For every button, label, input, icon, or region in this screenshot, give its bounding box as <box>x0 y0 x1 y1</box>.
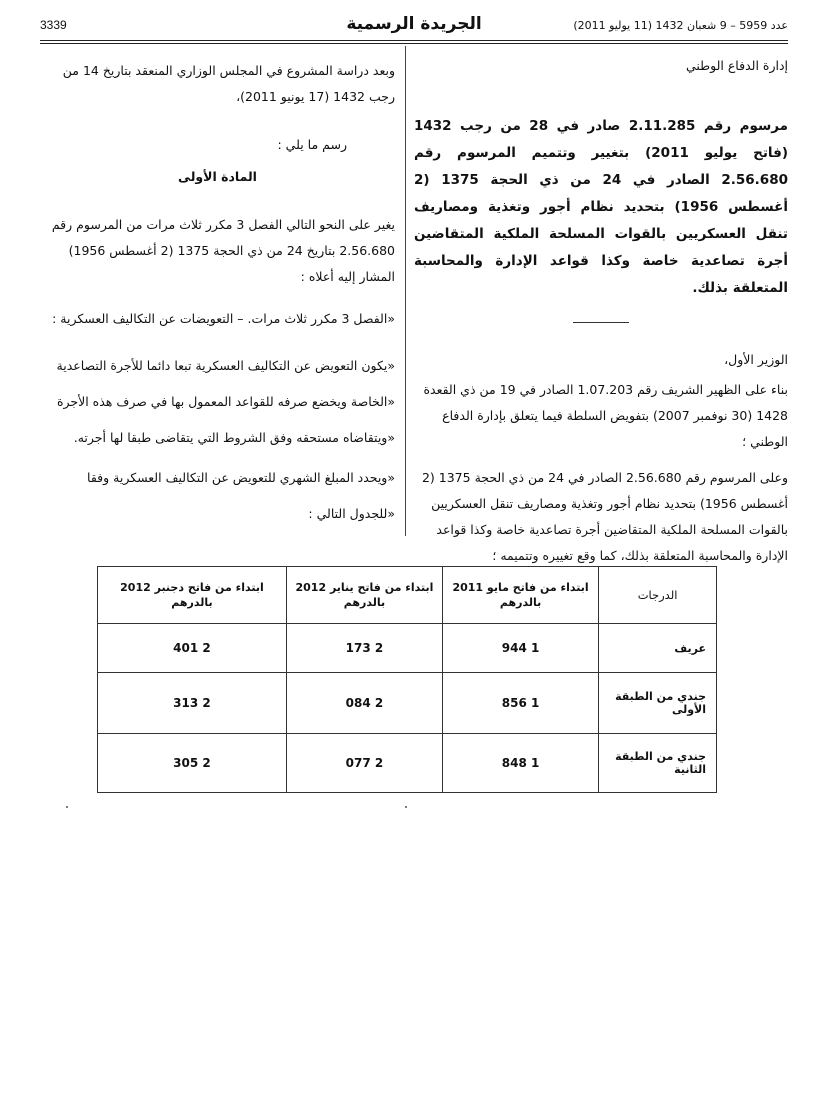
header-may-2011: ابتداء من فاتح مايو 2011 بالدرهم <box>443 567 599 624</box>
header-rule <box>40 40 788 41</box>
page-header <box>40 14 788 40</box>
issue-info: عدد 5959 – 9 شعبان 1432 (11 يوليو 2011) <box>573 19 788 32</box>
header-january-2012: ابتداء من فاتح يناير 2012 بالدرهم <box>286 567 442 624</box>
value-cell: 1 944 <box>443 624 599 673</box>
minister-line: الوزير الأول، <box>724 352 788 367</box>
section-separator <box>573 322 629 323</box>
quoted-paragraph-1: «يكون التعويض عن التكاليف العسكرية تبعا دائما للأجرة التصاعدية «الخاصة ويخضع صرفه للقواعد المعمول بها في صرف هذه الأجرة «ويتقاضاه مستحقه وفق الشروط التي يتقاضى طبقا لها أجرته. <box>56 358 395 445</box>
value-cell: 2 077 <box>286 734 442 793</box>
header-rule-secondary <box>40 43 788 44</box>
decree-title: مرسوم رقم 2.11.285 صادر في 28 من رجب 1432 (فاتح يوليو 2011) بتغيير وتتميم المرسوم رقم 2.56.680 الصادر في 24 من ذي الحجة 1375 (2 أغسطس 1956) بتحديد نظام أجور وتغذية ومصاريف تنقل العسكريين بالقوات المسلحة الملكية المتقاضين أجرة تصاعدية خاصة وكذا قواعد الإدارة والمحاسبة المتعلقة بذلك. <box>414 118 789 296</box>
table-row <box>98 734 717 793</box>
preamble-paragraph-2: وعلى المرسوم رقم 2.56.680 الصادر في 24 من ذي الحجة 1375 (2 أغسطس 1956) بتحديد نظام أجور وتغذية ومصاريف تنقل العسكريين بالقوات المسلحة الملكية المتقاضين أجرة تصاعدية خاصة وكذا قواعد الإدارة والمحاسبة المتعلقة بذلك، كما وقع تغييره وتتميمه ؛ <box>421 470 788 563</box>
department-name: إدارة الدفاع الوطني <box>685 58 788 73</box>
chapter-title: «الفصل 3 مكرر ثلاث مرات. – التعويضات عن التكاليف العسكرية : <box>52 311 395 326</box>
article-title: المادة الأولى <box>178 169 257 184</box>
rank-cell: جندي من الطبقة الثانية <box>599 734 717 793</box>
scan-speck <box>405 806 407 808</box>
table-row <box>98 673 717 734</box>
scan-speck <box>66 806 68 808</box>
rank-cell: عريف <box>599 624 717 673</box>
header-ranks: الدرجات <box>599 567 717 624</box>
quoted-paragraph-2: «ويحدد المبلغ الشهري للتعويض عن التكاليف العسكرية وفقا «للجدول التالي : <box>87 470 395 521</box>
rank-cell: جندي من الطبقة الأولى <box>599 673 717 734</box>
value-cell: 2 084 <box>286 673 442 734</box>
table-row <box>98 624 717 673</box>
left-column <box>40 58 395 532</box>
value-cell: 1 856 <box>443 673 599 734</box>
value-cell: 2 305 <box>98 734 287 793</box>
header-december-2012: ابتداء من فاتح دجنبر 2012 بالدرهم <box>98 567 287 624</box>
column-divider <box>405 46 406 536</box>
decreed-line: رسم ما يلي : <box>277 137 347 152</box>
gazette-title: الجريدة الرسمية <box>346 14 482 34</box>
deliberation-paragraph: وبعد دراسة المشروع في المجلس الوزاري المنعقد بتاريخ 14 من رجب 1432 (17 يونيو 2011)، <box>62 63 395 104</box>
allowance-table <box>97 566 717 793</box>
table-header-row <box>98 567 717 624</box>
value-cell: 2 173 <box>286 624 442 673</box>
article-body: يغير على النحو التالي الفصل 3 مكرر ثلاث مرات من المرسوم رقم 2.56.680 بتاريخ 24 من ذي الحجة 1375 (2 أغسطس 1956) المشار إليه أعلاه : <box>51 217 395 284</box>
preamble-paragraph-1: بناء على الظهير الشريف رقم 1.07.203 الصادر في 19 من ذي القعدة 1428 (30 نوفمبر 2007) بتفويض السلطة فيما يتعلق بإدارة الدفاع الوطني ؛ <box>423 382 788 449</box>
page-number: 3339 <box>40 18 67 32</box>
value-cell: 1 848 <box>443 734 599 793</box>
right-column <box>414 58 788 579</box>
value-cell: 2 313 <box>98 673 287 734</box>
value-cell: 2 401 <box>98 624 287 673</box>
